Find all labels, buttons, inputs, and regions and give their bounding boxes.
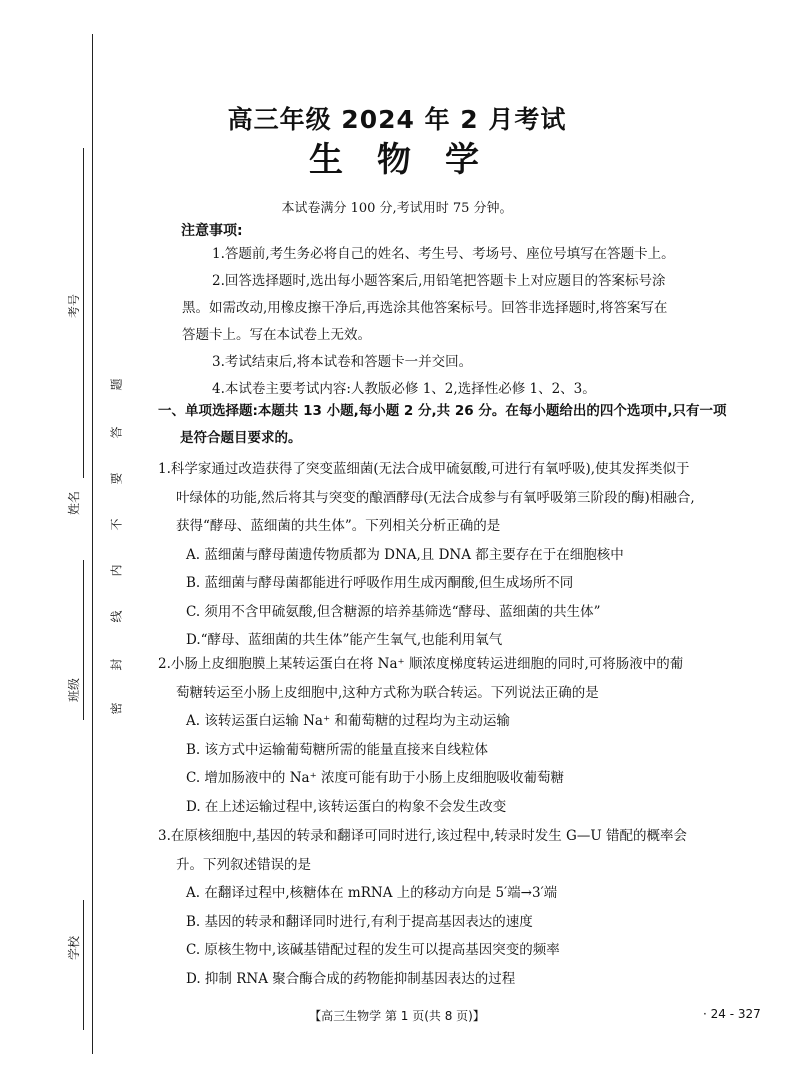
- page-number: 【高三生物学 第 1 页(共 8 页)】: [309, 1009, 485, 1023]
- seal-word: 要: [109, 472, 124, 485]
- question-stem: 升。下列叙述错误的是: [176, 856, 311, 873]
- question-stem: 3.在原核细胞中,基因的转录和翻译可同时进行,该过程中,转录时发生 G—U 错配的概率会: [158, 828, 687, 844]
- school-label: 学校: [67, 935, 81, 960]
- question-1: [158, 455, 772, 655]
- notes-block: [158, 241, 768, 403]
- question-stem: 1.科学家通过改造获得了突变蓝细菌(无法合成甲硫氨酸,可进行有氧呼吸),使其发挥类似于: [158, 461, 690, 477]
- note-line: 答题卡上。写在本试卷上无效。: [182, 327, 371, 343]
- seal-word: 不: [109, 518, 124, 531]
- question-3: [158, 822, 772, 993]
- section-heading: [158, 398, 768, 452]
- question-stem: 2.小肠上皮细胞膜上某转运蛋白在将 Na⁺ 顺浓度梯度转运进细胞的同时,可将肠液中的葡: [158, 656, 684, 672]
- option-d: D. 抑制 RNA 聚合酶合成的药物能抑制基因表达的过程: [186, 970, 516, 987]
- note-line: 3.考试结束后,将本试卷和答题卡一并交回。: [212, 354, 473, 370]
- note-line: 1.答题前,考生务必将自己的姓名、考生号、考场号、座位号填写在答题卡上。: [212, 246, 675, 262]
- name-label: 姓名: [67, 490, 81, 515]
- seal-word: 封: [109, 658, 124, 671]
- notes-title: 注意事项:: [181, 223, 243, 239]
- seal-word: 密: [109, 702, 124, 715]
- option-d: D.“酵母、蓝细菌的共生体”能产生氧气,也能利用氧气: [186, 632, 503, 648]
- option-b: B. 基因的转录和翻译同时进行,有利于提高基因表达的速度: [186, 913, 533, 930]
- subject-title: 生物学: [309, 140, 513, 180]
- option-a: A. 蓝细菌与酵母菌遗传物质都为 DNA,且 DNA 都主要存在于在细胞核中: [186, 546, 624, 563]
- option-c: C. 增加肠液中的 Na⁺ 浓度可能有助于小肠上皮细胞吸收葡萄糖: [186, 770, 564, 786]
- section-line-1: 一、单项选择题:本题共 13 小题,每小题 2 分,共 26 分。在每小题给出的四个选项中,只有一项: [158, 403, 727, 419]
- note-line: 黑。如需改动,用橡皮擦干净后,再选涂其他答案标号。回答非选择题时,将答案写在: [182, 300, 668, 316]
- seal-word: 内: [109, 564, 124, 577]
- option-b: B. 蓝细菌与酵母菌都能进行呼吸作用生成丙酮酸,但生成场所不同: [186, 575, 574, 591]
- paper-code: · 24 - 327: [703, 1007, 761, 1021]
- option-d: D. 在上述运输过程中,该转运蛋白的构象不会发生改变: [186, 798, 507, 815]
- option-c: C. 须用不含甲硫氨酸,但含糖源的培养基筛选“酵母、蓝细菌的共生体”: [186, 603, 601, 620]
- option-a: A. 在翻译过程中,核糖体在 mRNA 上的移动方向是 5′端→3′端: [186, 885, 558, 901]
- option-b: B. 该方式中运输葡萄糖所需的能量直接来自线粒体: [186, 741, 489, 758]
- option-a: A. 该转运蛋白运输 Na⁺ 和葡萄糖的过程均为主动运输: [186, 713, 510, 729]
- section-line-2: 是符合题目要求的。: [180, 430, 302, 446]
- question-stem: 叶绿体的功能,然后将其与突变的酿酒酵母(无法合成参与有氧呼吸第三阶段的酶)相融合,: [176, 489, 695, 506]
- exam-meta: 本试卷满分 100 分,考试用时 75 分钟。: [281, 201, 513, 216]
- exam-title: 高三年级 2024 年 2 月考试: [227, 105, 567, 134]
- note-line: 4.本试卷主要考试内容:人教版必修 1、2,选择性必修 1、2、3。: [212, 381, 596, 397]
- binding-line: [92, 34, 93, 1054]
- note-line: 2.回答选择题时,选出每小题答案后,用铅笔把答题卡上对应题目的答案标号涂: [212, 273, 666, 289]
- question-stem: 获得“酵母、蓝细菌的共生体”。下列相关分析正确的是: [176, 518, 501, 534]
- class-label: 班级: [67, 677, 81, 702]
- option-c: C. 原核生物中,该碱基错配过程的发生可以提高基因突变的频率: [186, 942, 560, 958]
- exam-number-label: 考号: [67, 293, 81, 318]
- seal-word: 题: [109, 378, 124, 391]
- seal-word: 线: [109, 610, 124, 623]
- question-stem: 萄糖转运至小肠上皮细胞中,这种方式称为联合转运。下列说法正确的是: [176, 684, 599, 701]
- question-2: [158, 650, 772, 821]
- answer-line-2: [83, 560, 84, 720]
- seal-word: 答: [109, 426, 124, 439]
